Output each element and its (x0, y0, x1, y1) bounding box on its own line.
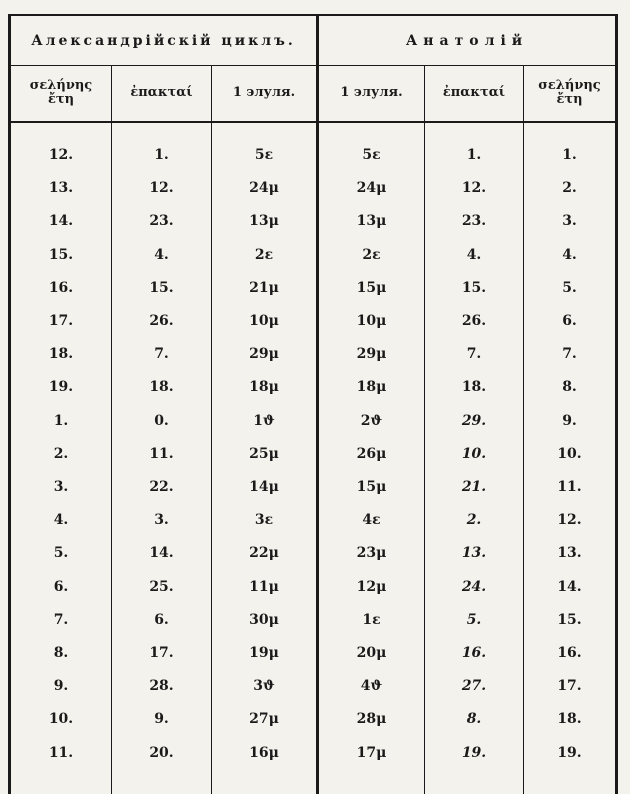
cell-lunar-year-right: 4. (562, 247, 577, 263)
cell-epact-right: 24. (461, 579, 487, 595)
cell-elul-right: 13μ (356, 213, 387, 229)
cell-epact-left: 1. (154, 147, 169, 163)
cell-elul-right: 24μ (356, 180, 387, 196)
cell-elul-left: 22μ (249, 545, 279, 561)
cell-epact-left: 25. (149, 579, 174, 595)
cell-lunar-year-right: 14. (557, 579, 582, 595)
cell-epact-left: 20. (149, 745, 174, 761)
cell-epact-right: 26. (461, 313, 487, 329)
cell-lunar-year-left: 19. (48, 379, 74, 395)
cell-lunar-year-left: 2. (53, 446, 69, 462)
cell-epact-right: 29. (461, 413, 487, 429)
cell-lunar-year-left: 7. (53, 612, 69, 628)
cell-elul-right: 10μ (356, 313, 387, 329)
cell-lunar-year-left: 8. (53, 645, 69, 661)
header-rule (8, 121, 618, 123)
cell-epact-right: 18. (461, 379, 487, 395)
cell-elul-left: 14μ (249, 479, 279, 495)
cell-elul-left: 3ε (254, 512, 274, 528)
cell-lunar-year-right: 19. (557, 745, 582, 761)
cell-elul-left: 25μ (249, 446, 279, 462)
header-lunar-years-right: σελήνης ἔτη (538, 78, 601, 107)
cell-elul-left: 13μ (249, 213, 279, 229)
cell-epact-left: 14. (149, 545, 174, 561)
cell-epact-right: 12. (461, 180, 487, 196)
header-lunar-years-left: σελήνης ἔτη (29, 78, 93, 107)
cell-lunar-year-left: 4. (53, 512, 69, 528)
cell-epact-right: 5. (466, 612, 482, 628)
cell-elul-right: 23μ (356, 545, 387, 561)
cell-elul-right: 26μ (356, 446, 387, 462)
cell-epact-left: 18. (149, 379, 174, 395)
cell-elul-left: 10μ (249, 313, 279, 329)
cell-epact-right: 15. (461, 280, 487, 296)
cell-lunar-year-left: 1. (53, 413, 69, 429)
cell-epact-right: 1. (466, 147, 482, 163)
cell-elul-right: 2ϑ (360, 413, 383, 429)
cell-epact-right: 8. (466, 711, 482, 727)
cell-elul-left: 19μ (249, 645, 279, 661)
cell-epact-right: 4. (466, 247, 482, 263)
cell-elul-right: 1ε (362, 612, 381, 628)
cell-epact-right: 2. (466, 512, 482, 528)
cell-lunar-year-right: 9. (562, 413, 577, 429)
anatolius-title: Анатолій (405, 33, 529, 49)
cell-elul-right: 17μ (356, 745, 387, 761)
cell-epact-right: 13. (461, 545, 487, 561)
cell-lunar-year-left: 15. (48, 247, 74, 263)
cell-lunar-year-left: 17. (48, 313, 74, 329)
cell-lunar-year-right: 8. (562, 379, 577, 395)
cell-lunar-year-right: 6. (562, 313, 577, 329)
alexandrian-cycle-title: Александрійскій циклъ. (31, 33, 296, 49)
cell-lunar-year-left: 5. (53, 545, 69, 561)
cell-epact-left: 15. (149, 280, 174, 296)
cell-elul-left: 2ε (254, 247, 274, 263)
cell-epact-right: 16. (461, 645, 487, 661)
cell-epact-left: 3. (154, 512, 169, 528)
top-rule (8, 14, 618, 16)
cell-elul-right: 4ε (362, 512, 381, 528)
cell-lunar-year-right: 3. (562, 213, 577, 229)
cell-elul-right: 5ε (362, 147, 381, 163)
cell-epact-right: 7. (466, 346, 482, 362)
cell-lunar-year-left: 11. (48, 745, 74, 761)
cell-elul-left: 11μ (249, 579, 279, 595)
cell-lunar-year-right: 16. (557, 645, 582, 661)
cell-elul-right: 28μ (356, 711, 387, 727)
cell-elul-left: 5ε (254, 147, 274, 163)
cell-lunar-year-right: 11. (557, 479, 582, 495)
cell-epact-left: 4. (154, 247, 169, 263)
cell-epact-right: 27. (461, 678, 487, 694)
header-elul-right: 1 элуля. (340, 85, 403, 100)
cell-epact-right: 21. (461, 479, 487, 495)
cell-lunar-year-left: 14. (48, 213, 74, 229)
cell-elul-left: 24μ (249, 180, 279, 196)
cell-elul-right: 18μ (356, 379, 387, 395)
cell-lunar-year-left: 18. (48, 346, 74, 362)
cell-epact-left: 23. (149, 213, 174, 229)
cell-elul-right: 4ϑ (360, 678, 383, 694)
cell-epact-left: 7. (154, 346, 169, 362)
cell-lunar-year-right: 15. (557, 612, 582, 628)
header-elul-left: 1 элуля. (232, 85, 296, 100)
cell-elul-left: 16μ (249, 745, 279, 761)
cell-elul-left: 1ϑ (253, 413, 275, 429)
cell-lunar-year-left: 3. (53, 479, 69, 495)
cell-lunar-year-right: 13. (557, 545, 582, 561)
cell-elul-left: 3ϑ (253, 678, 275, 694)
cell-epact-left: 28. (149, 678, 174, 694)
cell-epact-right: 10. (461, 446, 487, 462)
cell-elul-left: 18μ (249, 379, 279, 395)
cell-lunar-year-left: 10. (48, 711, 74, 727)
cell-lunar-year-left: 13. (48, 180, 74, 196)
cell-lunar-year-right: 12. (557, 512, 582, 528)
header-epacts-left: ἐπακταί (130, 85, 193, 100)
cell-lunar-year-right: 2. (562, 180, 577, 196)
cell-epact-left: 0. (154, 413, 169, 429)
cell-lunar-year-right: 1. (562, 147, 577, 163)
cell-lunar-year-right: 10. (557, 446, 582, 462)
cell-lunar-year-left: 12. (48, 147, 74, 163)
cell-elul-right: 20μ (356, 645, 387, 661)
cell-elul-left: 21μ (249, 280, 279, 296)
cell-elul-left: 29μ (249, 346, 279, 362)
cell-epact-right: 23. (461, 213, 487, 229)
cell-elul-left: 27μ (249, 711, 279, 727)
cell-lunar-year-left: 6. (53, 579, 69, 595)
cell-elul-right: 12μ (356, 579, 387, 595)
cell-elul-right: 29μ (356, 346, 387, 362)
cell-epact-left: 17. (149, 645, 174, 661)
cell-lunar-year-left: 16. (48, 280, 74, 296)
cell-lunar-year-right: 18. (557, 711, 582, 727)
cell-epact-left: 11. (149, 446, 174, 462)
cell-elul-right: 2ε (362, 247, 381, 263)
cell-elul-right: 15μ (356, 280, 387, 296)
header-epacts-right: ἐπακταί (442, 85, 506, 100)
cell-epact-right: 19. (461, 745, 487, 761)
cell-lunar-year-right: 5. (562, 280, 577, 296)
cell-lunar-year-left: 9. (53, 678, 69, 694)
cell-epact-left: 12. (149, 180, 174, 196)
cell-elul-right: 15μ (356, 479, 387, 495)
cell-lunar-year-right: 17. (557, 678, 582, 694)
cell-epact-left: 26. (149, 313, 174, 329)
cell-epact-left: 6. (154, 612, 169, 628)
cell-epact-left: 22. (149, 479, 174, 495)
group-rule (8, 65, 618, 66)
cell-elul-left: 30μ (249, 612, 279, 628)
cell-lunar-year-right: 7. (562, 346, 577, 362)
cell-epact-left: 9. (154, 711, 169, 727)
